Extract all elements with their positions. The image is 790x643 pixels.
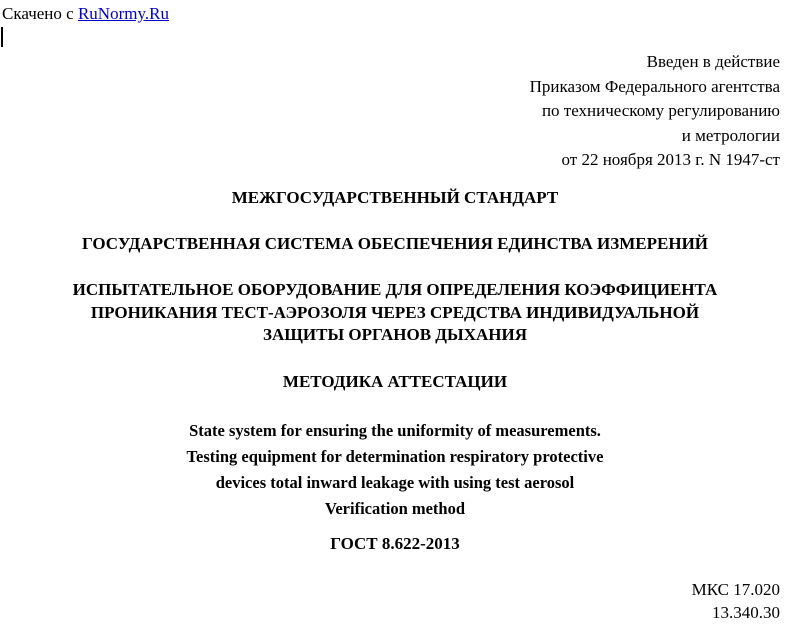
enactment-line: и метрологии — [681, 125, 780, 145]
standard-type-heading: МЕЖГОСУДАРСТВЕННЫЙ СТАНДАРТ — [231, 188, 559, 207]
gost-designation: ГОСТ 8.622-2013 — [330, 534, 460, 553]
english-title-line: Verification method — [324, 499, 466, 518]
source-prefix: Скачено с — [2, 4, 78, 23]
enactment-line: по техническому регулированию — [541, 101, 780, 120]
text-cursor — [1, 27, 3, 47]
method-title-heading: МЕТОДИКА АТТЕСТАЦИИ — [282, 372, 508, 391]
english-title — [0, 418, 790, 522]
enactment-block — [530, 50, 780, 173]
english-title-line: devices total inward leakage with using test aerosol — [215, 473, 575, 492]
main-title-line: ИСПЫТАТЕЛЬНОЕ ОБОРУДОВАНИЕ ДЛЯ ОПРЕДЕЛЕНИЯ КОЭФФИЦИЕНТА — [72, 280, 718, 299]
english-title-line: Testing equipment for determination respiratory protective — [186, 447, 604, 466]
classification-line: МКС 17.020 — [691, 580, 780, 599]
english-title-line: State system for ensuring the uniformity of measurements. — [189, 421, 601, 440]
system-title-heading: ГОСУДАРСТВЕННАЯ СИСТЕМА ОБЕСПЕЧЕНИЯ ЕДИНСТВА ИЗМЕРЕНИЙ — [81, 234, 709, 253]
main-title-heading — [0, 279, 790, 347]
classification-line: 13.340.30 — [712, 603, 780, 622]
runormy-link[interactable]: RuNormy.Ru — [77, 4, 169, 23]
classification-codes — [692, 578, 780, 624]
source-line — [2, 4, 169, 24]
enactment-line: от 22 ноября 2013 г. N 1947-ст — [561, 150, 780, 169]
main-title-line: ПРОНИКАНИЯ ТЕСТ-АЭРОЗОЛЯ ЧЕРЕЗ СРЕДСТВА ИНДИВИДУАЛЬНОЙ — [90, 302, 700, 322]
enactment-line: Приказом Федерального агентства — [529, 76, 780, 96]
enactment-line: Введен в действие — [646, 52, 780, 71]
main-title-line: ЗАЩИТЫ ОРГАНОВ ДЫХАНИЯ — [263, 325, 527, 344]
